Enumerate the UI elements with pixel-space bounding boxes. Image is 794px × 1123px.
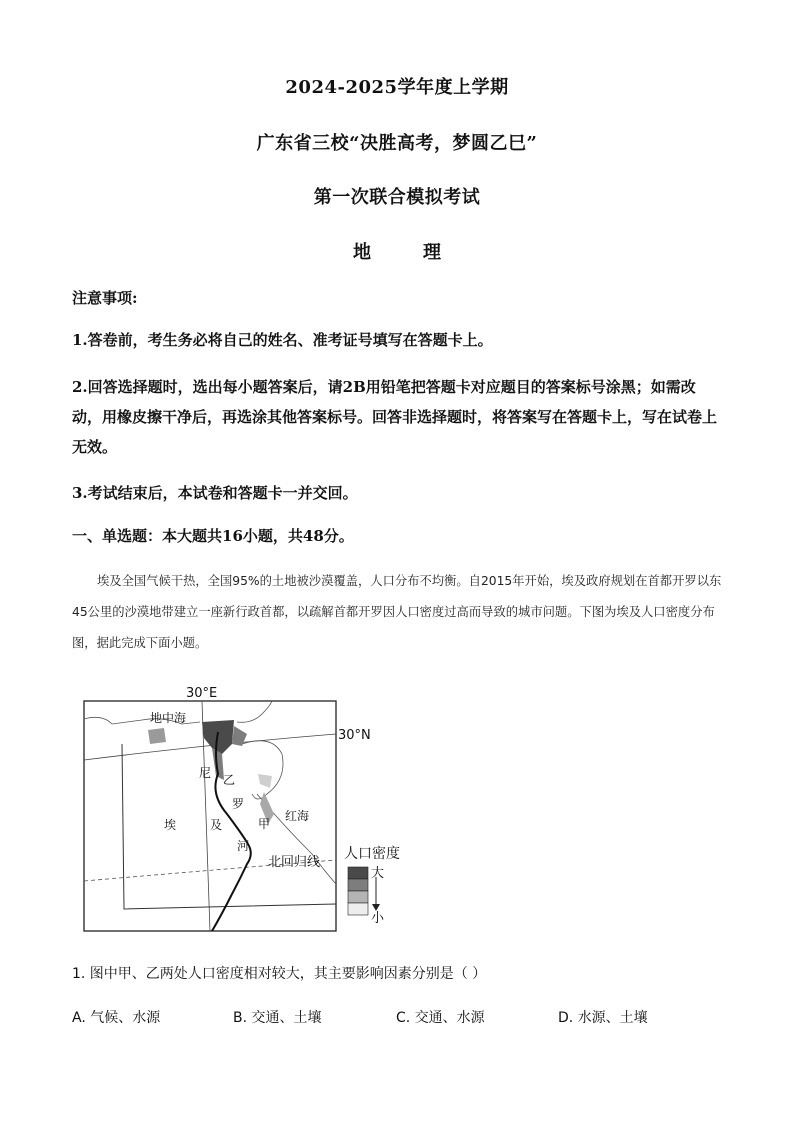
option-c-letter: C.	[396, 1010, 411, 1026]
legend-high: 大	[371, 866, 385, 881]
option-a-letter: A.	[72, 1010, 86, 1026]
density-coast-west	[148, 728, 166, 744]
legend-swatch-3	[348, 891, 368, 903]
subject-title	[0, 238, 794, 264]
option-d-text: 水源、土壤	[577, 1010, 648, 1026]
option-c[interactable]	[396, 1007, 485, 1027]
option-d-letter: D.	[558, 1010, 574, 1026]
notes-item-2: 2.回答选择题时，选出每小题答案后，请2B用铅笔把答题卡对应题目的答案标号涂黑；如需改动，用橡皮擦干净后，再选涂其他答案标号。回答非选择题时，将答案写在答题卡上，写在试卷上无效。	[72, 378, 718, 456]
legend-swatch-4	[348, 903, 368, 915]
label-30e: 30°E	[186, 686, 218, 701]
option-c-text: 交通、水源	[414, 1010, 485, 1026]
header-line-schools: 广东省三校“决胜高考，梦圆乙巳”	[256, 133, 538, 154]
header-line-year: 2024-2025学年度上学期	[285, 77, 509, 98]
notes-item-1: 1.答卷前，考生务必将自己的姓名、准考证号填写在答题卡上。	[72, 331, 493, 349]
label-mediterranean: 地中海	[150, 711, 187, 725]
label-nile-3: 河	[237, 839, 250, 853]
label-red-sea: 红海	[285, 809, 310, 823]
legend-swatch-2	[348, 879, 368, 891]
label-point-jia: 甲	[258, 817, 271, 831]
option-d[interactable]	[558, 1007, 648, 1027]
option-b-text: 交通、土壤	[251, 1010, 322, 1026]
legend-low: 小	[371, 911, 385, 926]
question-1-stem: 1. 图中甲、乙两处人口密度相对较大，其主要影响因素分别是（ ）	[72, 966, 487, 982]
subject-char-1: 地	[353, 242, 371, 263]
legend-arrow-head	[372, 904, 380, 911]
subject-char-2: 理	[423, 242, 441, 263]
label-point-yi: 乙	[223, 773, 236, 787]
option-a-text: 气候、水源	[90, 1010, 161, 1026]
header-line-exam: 第一次联合模拟考试	[313, 187, 481, 208]
legend-swatch-1	[348, 867, 368, 879]
legend-title: 人口密度	[344, 846, 400, 862]
option-b[interactable]	[233, 1007, 322, 1027]
section-1-heading: 一、单选题：本大题共16小题，共48分。	[72, 527, 354, 545]
label-nile-1: 尼	[199, 766, 212, 780]
label-30n: 30°N	[338, 728, 371, 743]
label-egypt-1: 埃	[164, 818, 177, 832]
option-a[interactable]	[72, 1007, 160, 1027]
option-b-letter: B.	[233, 1010, 248, 1026]
egypt-population-map	[82, 684, 402, 934]
notes-item-3: 3.考试结束后，本试卷和答题卡一并交回。	[72, 484, 358, 502]
label-egypt-2: 及	[210, 818, 223, 832]
notes-heading: 注意事项:	[72, 289, 138, 307]
reading-passage: 埃及全国气候干热，全国95%的土地被沙漠覆盖，人口分布不均衡。自2015年开始，埃及政府规划在首都开罗以东45公里的沙漠地带建立一座新行政首都，以疏解首都开罗因人口密度过高而导致的城市问题。下图为埃及人口密度分布图，据此完成下面小题。	[72, 574, 722, 650]
label-nile-2: 罗	[232, 797, 245, 811]
label-tropic: 北回归线	[268, 855, 321, 870]
